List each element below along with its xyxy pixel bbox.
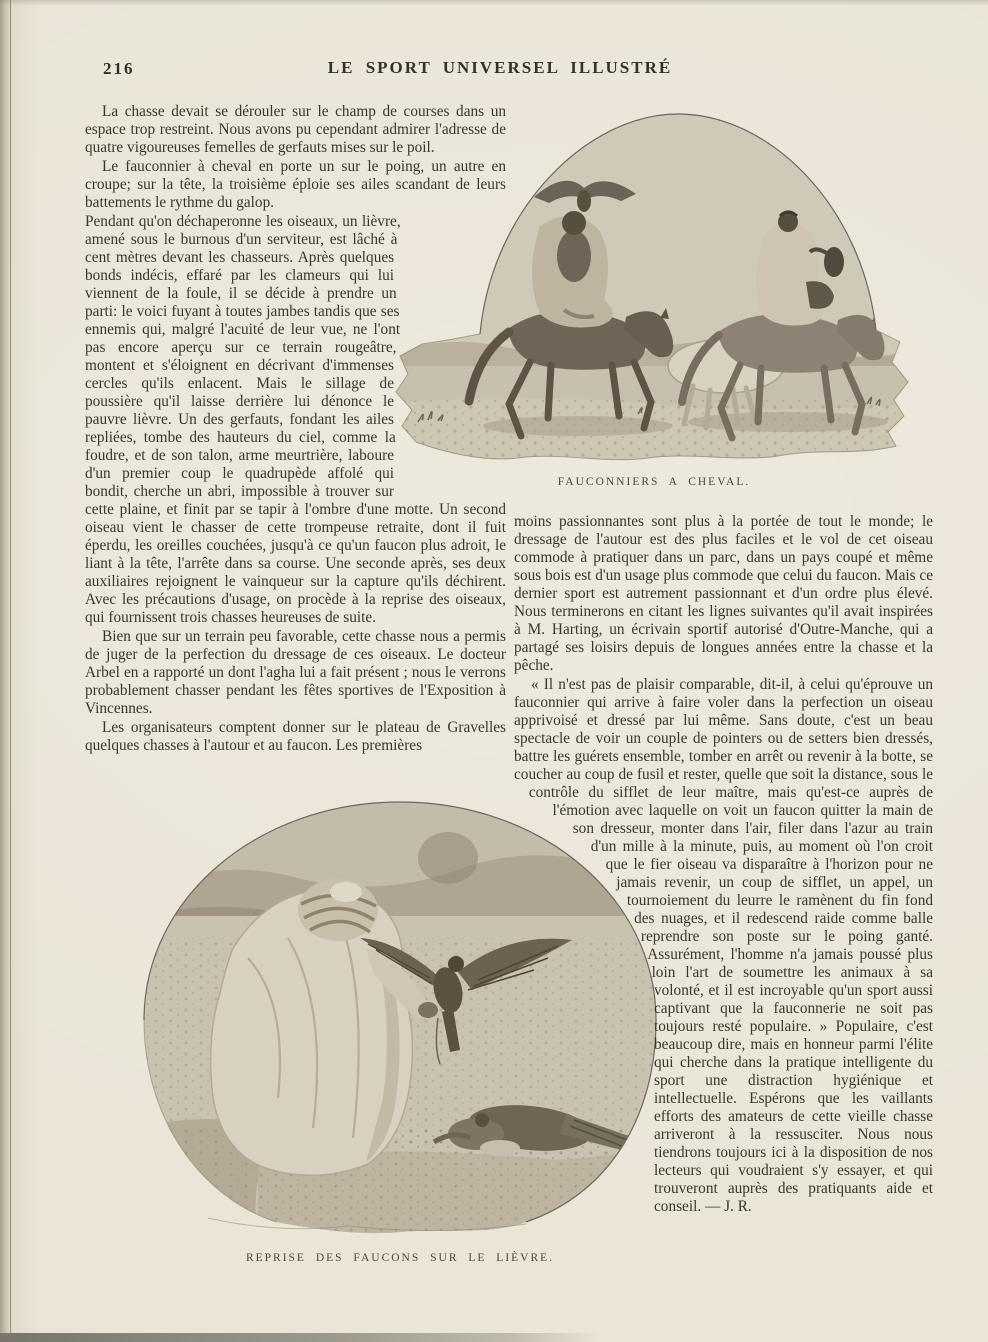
photo-wrap-spacer xyxy=(394,213,506,491)
paragraph-text: Le fauconnier à cheval en porte un sur le poing, un autre en croupe; sur la tête, la troisième éploie ses ailes scandant de leurs battements le rythme du galop. xyxy=(85,158,506,211)
paragraph-text: La chasse devait se dérouler sur le champ de courses dans un espace trop restreint. Nous avons pu cependant admirer l'adresse de quatre vigoureuses femelles de gerfauts mises sur le poil. xyxy=(85,103,506,156)
journal-title: LE SPORT UNIVERSEL ILLUSTRÉ xyxy=(327,58,673,77)
paragraph xyxy=(514,513,933,675)
figure-caption-fauconniers: FAUCONNIERS A CHEVAL. xyxy=(557,476,751,488)
paragraph xyxy=(85,213,506,627)
paragraph xyxy=(85,628,506,718)
paragraph-text: Pendant qu'on déchaperonne les oiseaux, un lièvre, amené sous le burnous d'un serviteur, est lâché à cent mètres devant les chasseurs. Après quelques bonds indécis, effaré par les clameurs qui lui viennent de la foule, il se décide à prendre un parti: le voici fuyant à toutes jambes tandis que ses ennemis qui, malgré l'acuité de leur vue, ne l'ont pas encore aperçu sur ce terrain rougeâtre, montent et s'éloignent en décrivant d'immenses cercles qu'ils enlacent. Mais le sillage de poussière qu'il laisse derrière lui dénonce le pauvre lièvre. Un des gerfauts, fondant les ailes repliées, tombe des hauteurs du ciel, comme la foudre, et de son talon, arme meurtrière, laboure d'un premier coup le quadrupède affolé qui bondit, cherche un abri, impossible à trouver sur cette plaine, et finit par se tapir à l'ombre d'une motte. Un second oiseau vient le chasser de cette trompeuse retraite, dont il fuit éperdu, les oreilles couchées, jusqu'à ce qu'un faucon plus adroit, le liant à la tête, l'arrête dans sa course. Une seconde après, ses deux auxiliaires rejoignent le vainqueur sur la capture qu'ils déchirent. Avec les précautions d'usage, on procède à la reprise des oiseaux, qui fournissent trois chasses heureuses de suite. xyxy=(85,213,506,626)
paragraph xyxy=(85,719,506,755)
figure-caption-reprise: REPRISE DES FAUCONS SUR LE LIÈVRE. xyxy=(245,1252,555,1264)
page-bottom-edge xyxy=(0,1333,600,1342)
paragraph-text: Bien que sur un terrain peu favorable, cette chasse nous a permis de juger de la perfection du dressage de ces oiseaux. Le docteur Arbel en a rapporté un dont l'agha lui a fait présent ; nous le verrons probablement chasser pendant les fêtes sportives de l'Exposition à Vincennes. xyxy=(85,628,506,717)
page-left-edge xyxy=(0,0,11,1342)
paragraph-text: « Il n'est pas de plaisir comparable, dit-il, à celui qu'éprouve un fauconnier qui arrive à faire voler dans la perfection un oiseau apprivoisé et dressé par lui même. Sans doute, c'est un beau spectacle de voir un couple de pointers ou de setters bien dressés, battre les guérets ensemble, tomber en arrêt ou revenir à la botte, se coucher au coup de fusil et rester, quelle que soit la distance, sous le contrôle du sifflet de leur maître, mais qu'est-ce auprès de l'émotion avec laquelle on voit un faucon quitter la main de son dresseur, monter dans l'air, filer dans l'azur au train d'un mille à la minute, puis, au moment où l'on croit que le fier oiseau va disparaître à l'horizon pour ne jamais revenir, un coup de sifflet, un appel, un tournoiement du leurre le ramènent du fin fond des nuages, et il redescend raide comme balle reprendre son poste sur le poing ganté. Assurément, l'homme n'a jamais poussé plus loin l'art de soumettre les animaux à sa volonté, et il est incroyable qu'un sport aussi captivant que la fauconnerie ne soit pas toujours resté populaire. » Populaire, c'est beaucoup dire, mais en honneur parmi l'élite qui cherche dans la pratique intelligente du sport une distraction hygiénique et intellectuelle. Espérons que les vaillants efforts des amateurs de cette vieille chasse arriveront à la ressusciter. Nous nous tiendrons toujours ici à la disposition de nos lecteurs qui voudraient s'y essayer, et qui trouveront auprès des pratiquants aide et conseil. — J. R. xyxy=(514,676,933,1215)
page-number: 216 xyxy=(103,59,135,78)
page-top-edge xyxy=(0,0,988,6)
paragraph xyxy=(514,676,933,1216)
article-right-column xyxy=(514,513,933,1290)
paragraph xyxy=(85,103,506,157)
paragraph xyxy=(85,158,506,212)
article-left-column xyxy=(85,103,506,756)
paragraph-text: moins passionnantes sont plus à la portée de tout le monde; le dressage de l'autour est des plus faciles et le vol de cet oiseau commode à pratiquer dans un parc, dans un pays coupé et même sous bois est d'un usage plus commode que celui du faucon. Mais ce dernier sport est autrement passionnant et d'un ordre plus élevé. Nous terminerons en citant les lignes suivantes qu'il avait inspirées à M. Harting, un écrivain sportif autorisé d'Outre-Manche, qui a partagé ses loisirs depuis de longues années entre la chasse et la pêche. xyxy=(514,513,933,674)
paragraph-text: Les organisateurs comptent donner sur le plateau de Gravelles quelques chasses à l'autour et au faucon. Les premières xyxy=(85,719,506,754)
